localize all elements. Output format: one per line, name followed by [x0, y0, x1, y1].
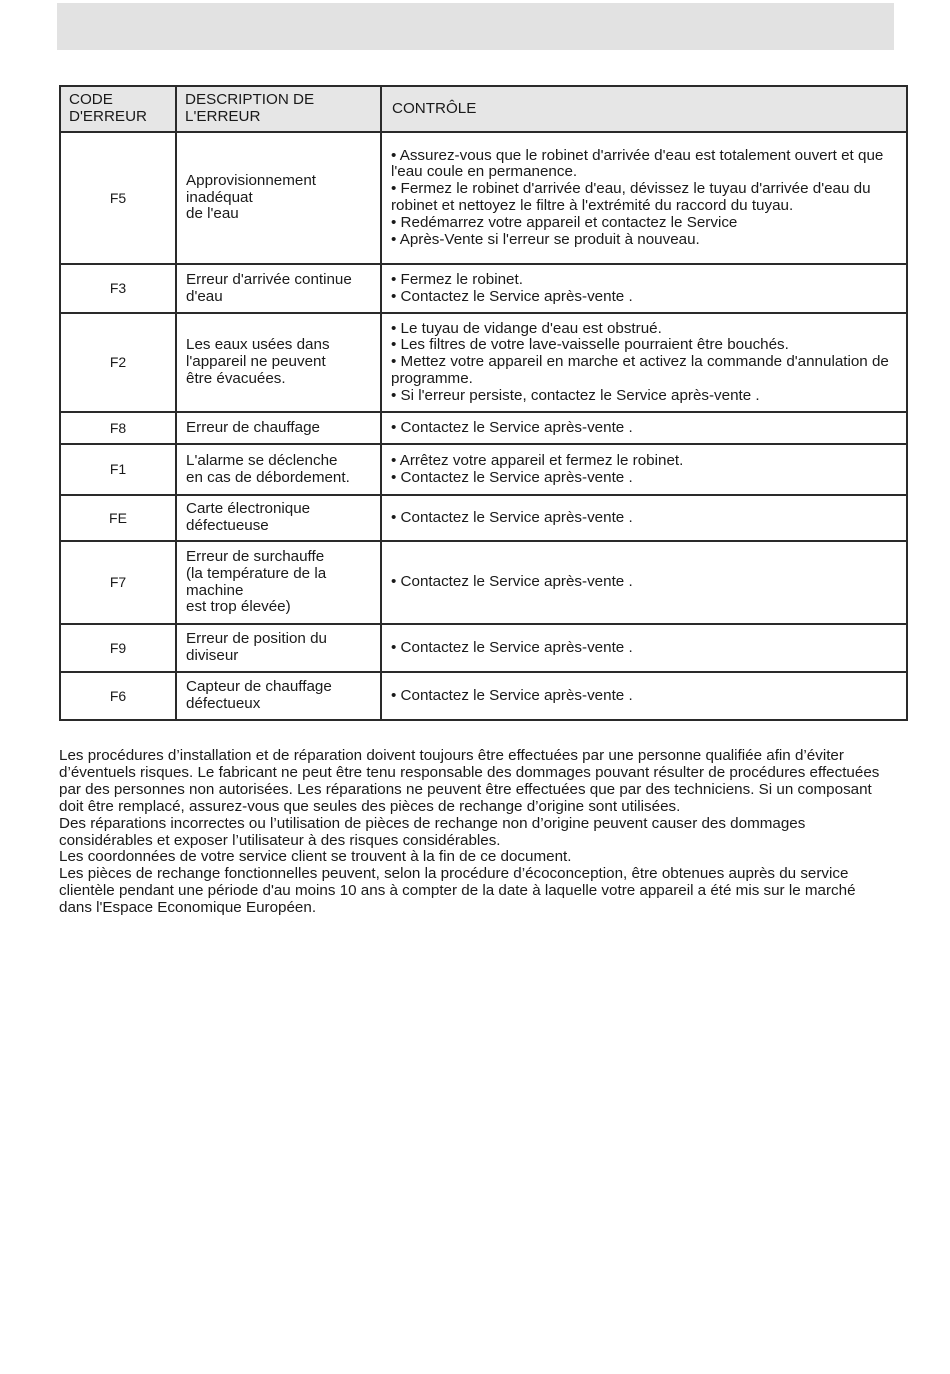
error-description: Erreur d'arrivée continue d'eau [176, 264, 381, 313]
control-line: • Les filtres de votre lave-vaisselle pourraient être bouchés. [391, 336, 789, 354]
error-control [381, 313, 907, 412]
control-line: • Contactez le Service après-vente . [391, 418, 633, 436]
error-control [381, 444, 907, 495]
control-line: • Contactez le Service après-vente . [391, 686, 633, 704]
table-row [60, 495, 907, 541]
table-row [60, 624, 907, 672]
error-code: F3 [60, 264, 176, 313]
error-control [381, 264, 907, 313]
control-line: • Mettez votre appareil en marche et activez la commande d'annulation de programme. [391, 353, 889, 387]
header-control: CONTRÔLE [381, 86, 907, 132]
error-description: Erreur de surchauffe (la température de la machine est trop élevée) [176, 541, 381, 624]
header-description: DESCRIPTION DE L'ERREUR [176, 86, 381, 132]
control-line: • Après-Vente si l'erreur se produit à nouveau. [391, 230, 700, 248]
table-header-row [60, 86, 907, 132]
control-line: • Le tuyau de vidange d'eau est obstrué. [391, 319, 662, 337]
error-code: F9 [60, 624, 176, 672]
control-line: • Fermez le robinet d'arrivée d'eau, dévissez le tuyau d'arrivée d'eau du robinet et nettoyez le filtre à l'extrémité du raccord du tuyau. [391, 180, 871, 214]
error-control [381, 624, 907, 672]
error-control [381, 495, 907, 541]
error-control [381, 132, 907, 264]
note-paragraph: Les coordonnées de votre service client se trouvent à la fin de ce document. [59, 848, 572, 866]
error-control [381, 672, 907, 720]
error-code-table [59, 85, 908, 721]
control-line: • Contactez le Service après-vente . [391, 508, 633, 526]
table-row [60, 264, 907, 313]
header-code: CODE D'ERREUR [60, 86, 176, 132]
error-control [381, 541, 907, 624]
note-paragraph: Des réparations incorrectes ou l’utilisation de pièces de rechange non d’origine peuvent causer des dommages considérables et exposer l’utilisateur à des risques considérables. [59, 814, 806, 849]
error-description: Les eaux usées dans l'appareil ne peuvent être évacuées. [176, 313, 381, 412]
control-line: • Arrêtez votre appareil et fermez le robinet. [391, 451, 684, 469]
error-code: FE [60, 495, 176, 541]
control-line: • Contactez le Service après-vente . [391, 287, 633, 305]
control-line: • Contactez le Service après-vente . [391, 573, 633, 591]
header-bar [57, 3, 894, 50]
control-line: • Redémarrez votre appareil et contactez le Service [391, 213, 738, 231]
table-row [60, 444, 907, 495]
error-code: F2 [60, 313, 176, 412]
control-line: • Contactez le Service après-vente . [391, 638, 633, 656]
note-paragraph: Les procédures d’installation et de réparation doivent toujours être effectuées par une personne qualifiée afin d’éviter d’éventuels risques. Le fabricant ne peut être tenu responsable des dommages pouvant résulter de procédures effectuées par des personnes non autorisées. Les réparations ne peuvent être effectuées que par des techniciens. Si un composant doit être remplacé, assurez-vous que seules des pièces de rechange d’origine sont utilisées. [59, 747, 880, 815]
error-description: L'alarme se déclenche en cas de débordement. [176, 444, 381, 495]
error-description: Capteur de chauffage défectueux [176, 672, 381, 720]
control-line: • Si l'erreur persiste, contactez le Service après-vente . [391, 386, 760, 404]
error-description: Erreur de chauffage [176, 412, 381, 444]
safety-notes [59, 748, 889, 917]
control-line: • Fermez le robinet. [391, 270, 523, 288]
error-description: Erreur de position du diviseur [176, 624, 381, 672]
note-paragraph: Les pièces de rechange fonctionnelles peuvent, selon la procédure d’écoconception, être obtenues auprès du service clientèle pendant une période d'au moins 10 ans à compter de la date à laquelle votre appareil a été mis sur le marché dans l'Espace Economique Européen. [59, 865, 856, 917]
error-control [381, 412, 907, 444]
table-row [60, 132, 907, 264]
error-code: F5 [60, 132, 176, 264]
error-code: F6 [60, 672, 176, 720]
error-code: F7 [60, 541, 176, 624]
control-line: • Contactez le Service après-vente . [391, 468, 633, 486]
error-code: F1 [60, 444, 176, 495]
table-row [60, 313, 907, 412]
error-code: F8 [60, 412, 176, 444]
control-line: • Assurez-vous que le robinet d'arrivée d'eau est totalement ouvert et que l'eau coule en permanence. [391, 146, 884, 181]
table-row [60, 412, 907, 444]
error-description: Carte électronique défectueuse [176, 495, 381, 541]
table-row [60, 672, 907, 720]
error-description: Approvisionnement inadéquat de l'eau [176, 132, 381, 264]
table-row [60, 541, 907, 624]
